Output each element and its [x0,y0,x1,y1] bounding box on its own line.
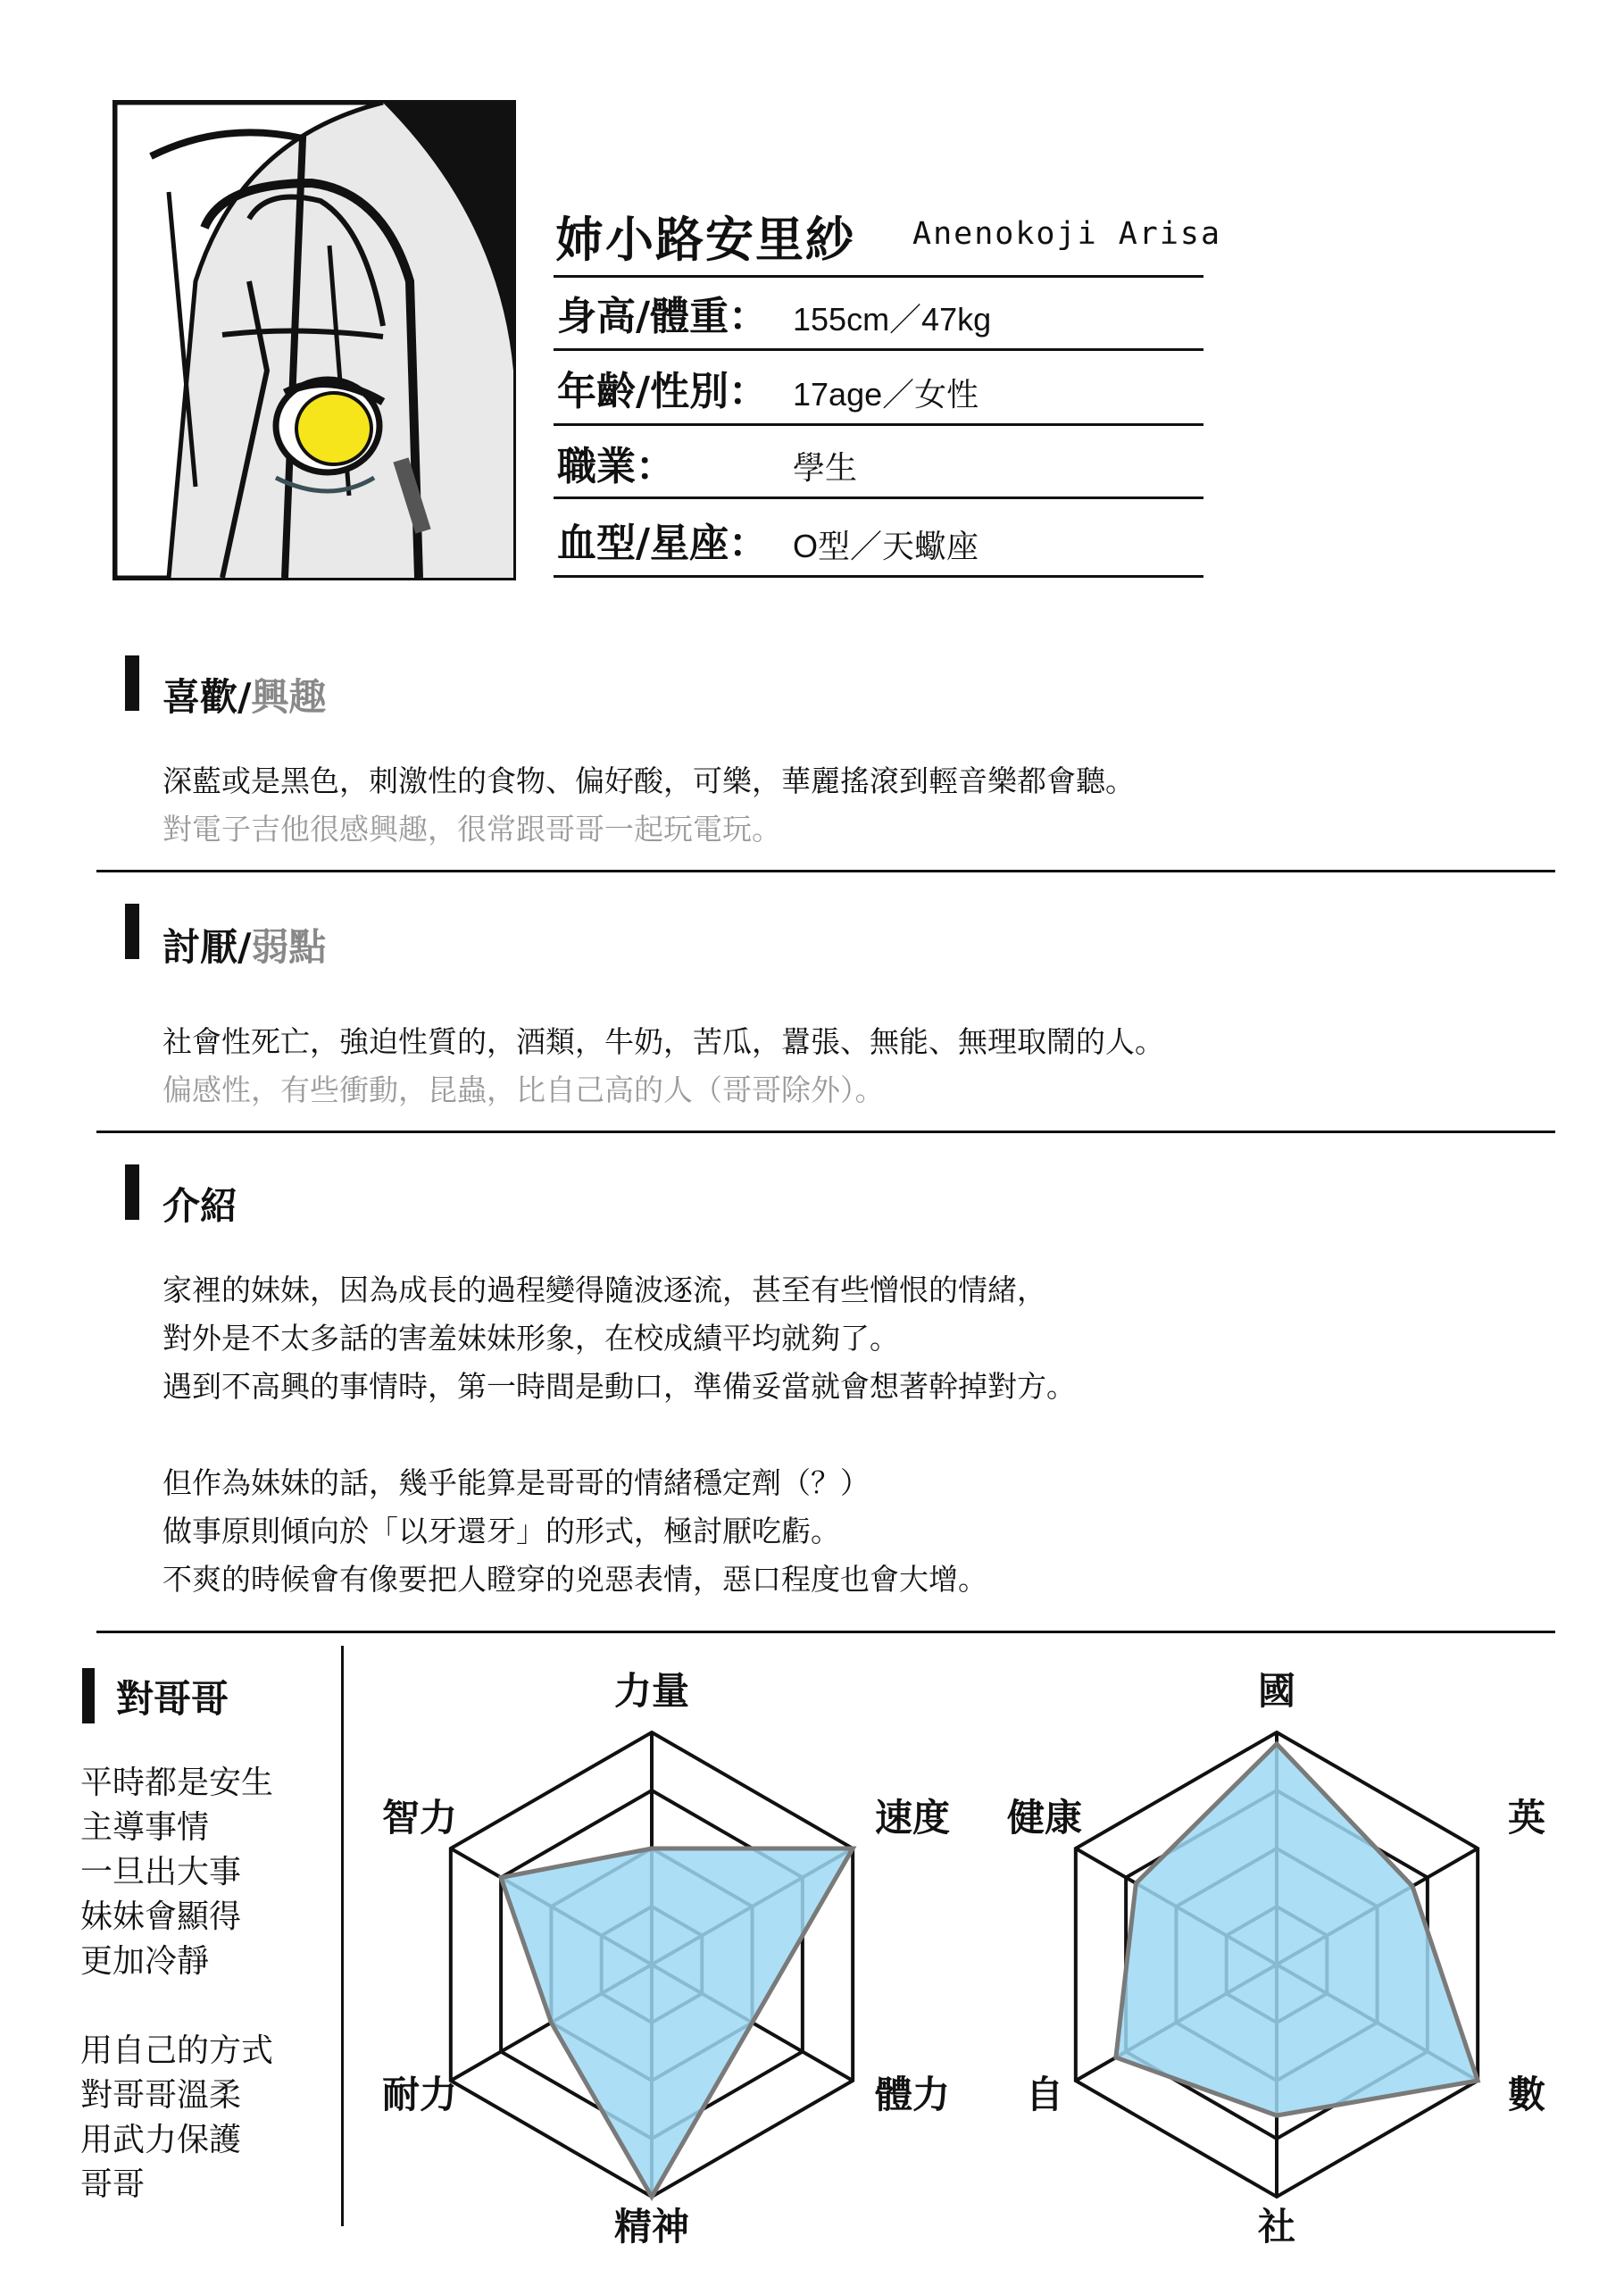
divider [554,496,1203,499]
divider [554,275,1203,278]
attr-value-height-weight: 155cm／47kg [793,301,992,338]
radar-data-point [1476,2079,1479,2082]
radar-data-point [499,1876,503,1880]
radar-data-point [1275,1742,1278,1746]
character-portrait [112,100,516,580]
portrait-illustration [115,103,513,578]
radar-axis-label: 速度 [875,1796,951,1840]
radar-data-point [549,2021,553,2024]
section-marker [125,1164,139,1220]
brother-title: 對哥哥 [116,1677,229,1721]
likes-title: 喜歡/興趣 [162,675,327,719]
radar-axis-label: 體力 [875,2073,951,2116]
dislikes-title: 討厭/弱點 [162,925,327,969]
brother-line: 用武力保護 [80,2122,242,2158]
brother-line: 用自己的方式 [80,2032,274,2069]
attr-value-age-gender: 17age／女性 [793,376,979,413]
intro-title: 介紹 [162,1184,238,1228]
radar-chart-stats [348,1661,973,2250]
radar-axis-label: 耐力 [381,2073,458,2116]
radar-data-point [1411,1884,1414,1888]
section-divider [96,1631,1555,1633]
attr-value-occupation: 學生 [793,449,858,486]
brother-line: 妹妹會顯得 [80,1898,242,1935]
radar-data-point [1114,2056,1118,2059]
radar-axis-label: 英 [1507,1796,1546,1840]
radar-data-point [751,2021,754,2024]
brother-line: 主導事情 [80,1809,210,1846]
radar-axis-label: 力量 [613,1669,690,1713]
divider [554,423,1203,426]
brother-line: 平時都是安生 [80,1765,274,1801]
column-divider [341,1646,344,2226]
divider [554,348,1203,351]
radar-axis-label: 智力 [381,1796,458,1840]
likes-text: 深藍或是黑色，刺激性的食物、偏好酸，可樂，華麗搖滾到輕音樂都會聽。 對電子吉他很感興趣，很常跟哥哥一起玩電玩。 [162,764,1135,847]
section-marker [125,904,139,959]
brother-line: 哥哥 [80,2166,146,2203]
character-name-romaji: Anenokoji Arisa [912,216,1222,252]
section-divider [96,870,1555,872]
attr-label-occupation: 職業： [557,444,675,489]
radar-axis-label: 自 [1025,2073,1064,2116]
radar-data-point [1275,2114,1278,2117]
radar-data-area [1116,1744,1478,2115]
radar-data-area [501,1848,853,2197]
intro-text: 家裡的妹妹，因為成長的過程變得隨波逐流，甚至有些憎恨的情緒， 對外是不太多話的害羞妹妹形象，在校成績平均就夠了。 遇到不高興的事情時，第一時間是動口，準備妥當就會想著幹掉對方。 但作為妹妹的話，幾乎能算是哥哥的情緒穩定劑（？） 做事原則傾向於「以牙還牙」的形式，極討厭吃虧。 不爽的時候會有像要把人瞪穿的兇惡表情，惡口程度也會大增。 [162,1273,1076,1597]
section-marker [125,655,139,711]
brother-line: 更加冷靜 [80,1943,210,1980]
section-marker [82,1668,95,1723]
eye-iris [296,393,371,464]
radar-data-point [851,1847,854,1850]
radar-data-point [650,1847,654,1850]
radar-data-point [650,2195,654,2199]
dislikes-text: 社會性死亡，強迫性質的，酒類，牛奶，苦瓜，囂張、無能、無理取鬧的人。 偏感性，有些衝動，昆蟲，比自己高的人（哥哥除外）。 [162,1024,1164,1107]
brother-line: 對哥哥溫柔 [80,2077,242,2114]
radar-axis-label: 健康 [1006,1796,1083,1840]
radar-axis-label: 國 [1257,1669,1296,1713]
attr-value-blood-zodiac: O型／天蠍座 [793,528,979,564]
character-name: 姉小路安里紗 [555,212,855,268]
radar-axis-label: 數 [1507,2073,1546,2116]
radar-axis-label: 社 [1257,2205,1296,2249]
brother-line: 一旦出大事 [80,1854,242,1890]
radar-data-point [1134,1882,1137,1885]
divider [554,575,1203,578]
radar-axis-label: 精神 [613,2205,690,2249]
radar-chart-subjects [973,1661,1598,2250]
attr-label-height-weight: 身高/體重： [557,294,769,339]
section-divider [96,1131,1555,1133]
attr-label-age-gender: 年齡/性別： [557,369,769,414]
attr-label-blood-zodiac: 血型/星座： [557,521,769,566]
